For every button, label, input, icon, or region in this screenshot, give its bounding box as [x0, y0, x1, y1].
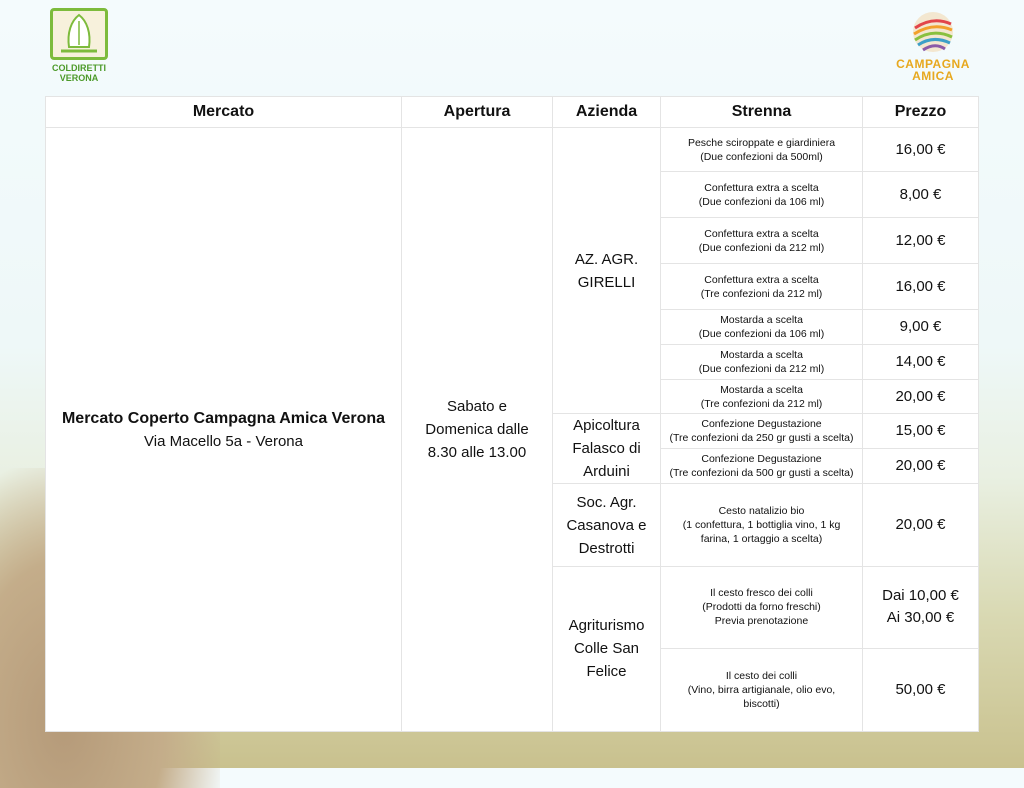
company-name-line: GIRELLI: [577, 273, 636, 291]
company-name-line: Felice: [586, 663, 627, 681]
coldiretti-emblem: [50, 8, 108, 60]
strenna-line: (Due confezioni da 212 ml): [698, 241, 825, 254]
price-cell: 20,00 €: [863, 449, 979, 484]
strenna-line: Confezione Degustazione: [701, 418, 822, 431]
price-cell: [863, 566, 979, 648]
opening-line: Sabato e: [446, 398, 508, 415]
strenna-cell: [661, 172, 863, 218]
header-mercato: Mercato: [46, 97, 402, 128]
strenne-table: [45, 96, 979, 732]
company-cell: [553, 414, 661, 484]
price-cell: 8,00 €: [863, 172, 979, 218]
strenna-line: Il cesto dei colli: [725, 669, 798, 682]
campagna-amica-logo-line2: AMICA: [912, 69, 954, 83]
strenna-line: Mostarda a scelta: [720, 314, 803, 327]
coldiretti-logo-line2: VERONA: [59, 73, 99, 83]
market-name: Mercato Coperto Campagna Amica Verona: [61, 409, 386, 427]
strenna-cell: [661, 380, 863, 414]
strenna-line: (Tre confezioni da 212 ml): [700, 397, 823, 410]
strenna-line: Il cesto fresco dei colli: [710, 587, 813, 600]
strenna-line: Confettura extra a scelta: [704, 273, 819, 286]
strenna-line: farina, 1 ortaggio a scelta): [700, 533, 823, 546]
company-name-line: AZ. AGR.: [574, 250, 639, 268]
strenna-line: (Due confezioni da 106 ml): [698, 195, 825, 208]
price-cell: 50,00 €: [863, 648, 979, 731]
table-row: [46, 128, 979, 172]
strenna-line: Mostarda a scelta: [720, 383, 803, 396]
header-apertura: Apertura: [402, 97, 553, 128]
price-line: Ai 30,00 €: [886, 609, 955, 627]
price-line: Dai 10,00 €: [882, 587, 959, 605]
strenna-line: Previa prenotazione: [714, 615, 809, 628]
strenna-line: (Due confezioni da 212 ml): [698, 363, 825, 376]
coldiretti-logo: [48, 8, 110, 88]
company-name-line: Agriturismo: [568, 617, 645, 635]
strenna-line: Pesche sciroppate e giardiniera: [687, 136, 836, 149]
yarn-ball-icon: [911, 10, 955, 54]
market-cell: [46, 128, 402, 732]
strenna-cell: [661, 218, 863, 264]
campagna-amica-logo-line1: CAMPAGNA: [896, 57, 970, 71]
table-header-row: [46, 97, 979, 128]
company-name-line: Destrotti: [578, 539, 635, 557]
strenna-cell: [661, 449, 863, 484]
header-prezzo: Prezzo: [863, 97, 979, 128]
campagna-amica-logo: [888, 10, 978, 86]
strenna-line: Confettura extra a scelta: [704, 181, 819, 194]
company-name-line: Apicoltura: [573, 417, 640, 435]
strenna-line: Mostarda a scelta: [720, 349, 803, 362]
opening-cell: [402, 128, 553, 732]
strenna-line: (Tre confezioni da 250 gr gusti a scelta): [669, 432, 854, 445]
strenna-cell: [661, 310, 863, 345]
strenna-line: (Tre confezioni da 500 gr gusti a scelta): [669, 467, 854, 480]
opening-line: Domenica dalle: [425, 421, 529, 438]
company-name-line: Soc. Agr.: [576, 493, 637, 511]
strenna-line: (1 confettura, 1 bottiglia vino, 1 kg: [682, 519, 841, 532]
strenna-line: Cesto natalizio bio: [718, 505, 805, 518]
company-cell: [553, 128, 661, 414]
company-name-line: Falasco di: [572, 440, 641, 458]
price-cell: 20,00 €: [863, 484, 979, 566]
company-name-line: Casanova e: [566, 516, 647, 534]
strenna-cell: [661, 345, 863, 380]
strenna-line: (Due confezioni da 500ml): [700, 150, 823, 163]
company-name-line: Colle San: [573, 640, 640, 658]
strenna-line: (Vino, birra artigianale, olio evo,: [687, 683, 836, 696]
strenna-cell: [661, 566, 863, 648]
price-cell: 14,00 €: [863, 345, 979, 380]
strenna-cell: [661, 648, 863, 731]
header-azienda: Azienda: [553, 97, 661, 128]
company-name-line: Arduini: [583, 463, 630, 481]
strenna-cell: [661, 264, 863, 310]
price-cell: 15,00 €: [863, 414, 979, 449]
market-address: Via Macello 5a - Verona: [144, 432, 303, 450]
strenna-cell: [661, 128, 863, 172]
strenna-line: biscotti): [743, 697, 780, 710]
strenna-line: (Due confezioni da 106 ml): [698, 328, 825, 341]
price-cell: 16,00 €: [863, 128, 979, 172]
strenna-cell: [661, 414, 863, 449]
strenna-line: (Tre confezioni da 212 ml): [700, 287, 823, 300]
coldiretti-logo-line1: COLDIRETTI: [52, 63, 106, 73]
price-cell: 16,00 €: [863, 264, 979, 310]
strenna-line: Confettura extra a scelta: [704, 227, 819, 240]
company-cell: [553, 484, 661, 566]
price-cell: 20,00 €: [863, 380, 979, 414]
strenna-cell: [661, 484, 863, 566]
price-cell: 12,00 €: [863, 218, 979, 264]
header-strenna: Strenna: [661, 97, 863, 128]
company-cell: [553, 566, 661, 731]
price-cell: 9,00 €: [863, 310, 979, 345]
strenna-line: (Prodotti da forno freschi): [702, 601, 821, 614]
strenna-line: Confezione Degustazione: [701, 453, 822, 466]
opening-line: 8.30 alle 13.00: [427, 444, 527, 461]
